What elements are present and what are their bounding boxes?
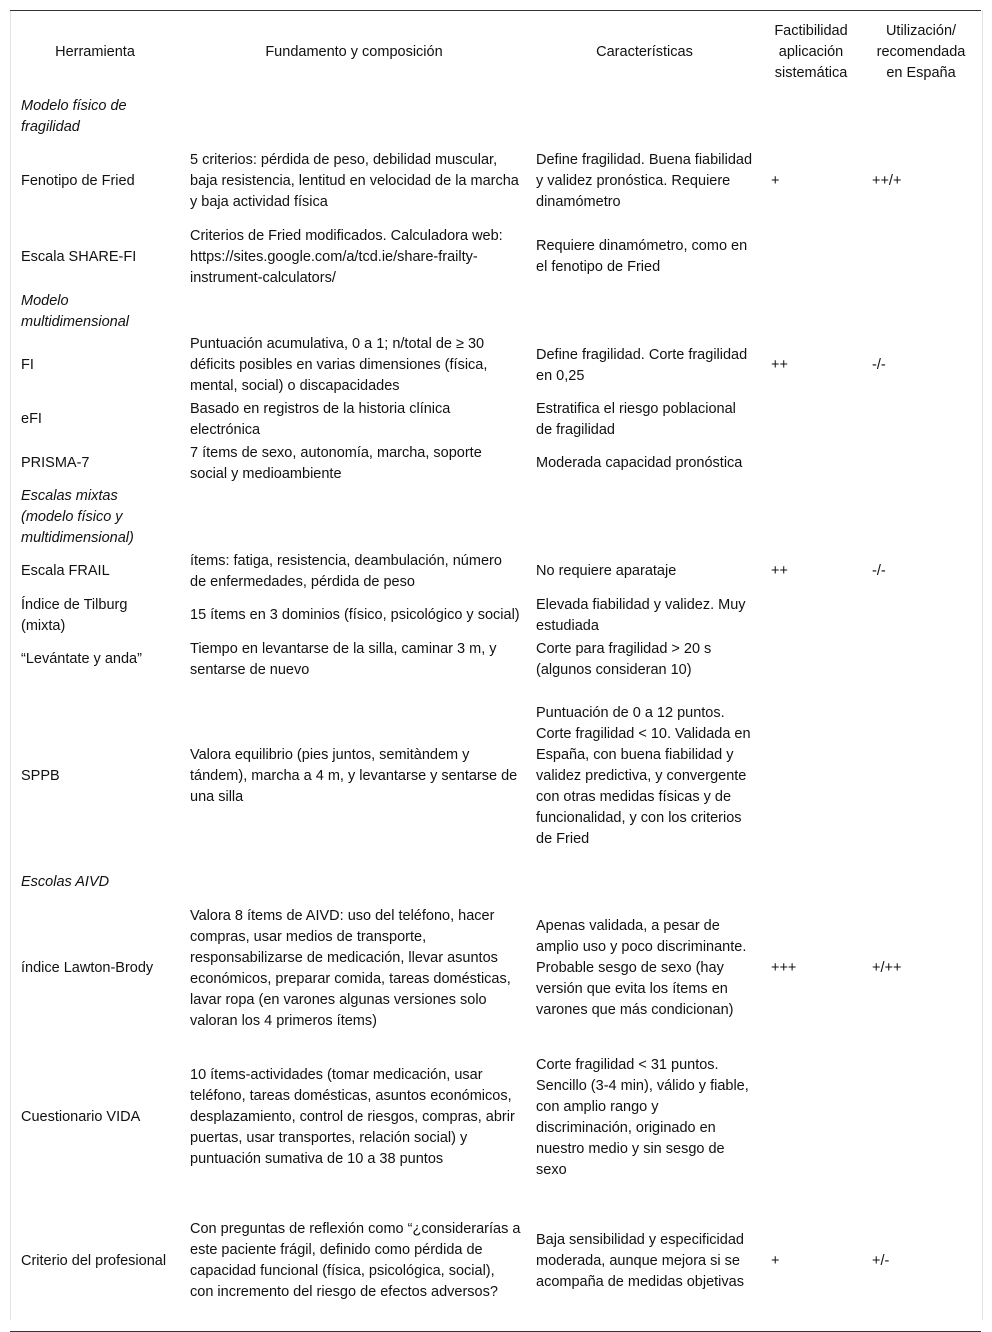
frailty-tools-table [10,10,981,1332]
cell-usage [861,638,981,682]
cell-usage [861,398,981,442]
cell-usage: ++/+ [872,173,902,189]
table-row [10,550,981,594]
cell-basis: Criterios de Fried modificados. Calculadora web: https://sites.google.com/a/tcd.ie/share-frailty-instrument-calculators/ [190,227,503,286]
cell-usage [861,225,981,290]
cell-features: Define fragilidad. Corte fragilidad en 0,25 [536,346,748,384]
cell-features: Define fragilidad. Buena fiabilidad y validez pronóstica. Requiere dinamómetro [536,152,753,210]
cell-tool: Índice de Tilburg (mixta) [21,596,128,634]
cell-tool: eFI [21,411,42,427]
section-label: Escalas mixtas (modelo físico y multidimensional) [21,488,134,546]
cell-feasibility: +++ [771,960,797,976]
header-features: Características [596,44,693,61]
cell-tool: PRISMA-7 [21,455,90,471]
cell-feasibility [761,1044,861,1192]
section-row-multidimensional [10,290,981,334]
cell-usage: +/- [872,1252,890,1269]
cell-feasibility: ++ [771,357,788,373]
section-label: Escolas AIVD [21,874,110,890]
cell-basis: 5 criterios: pérdida de peso, debilidad muscular, baja resistencia, lentitud en velocidad de la marcha y baja actividad física [190,152,519,210]
header-feasibility-line3: sistemática [774,65,848,82]
cell-tool: SPPB [21,768,60,784]
cell-feasibility [761,442,861,486]
cell-features: Moderada capacidad pronóstica [536,455,743,471]
cell-usage: -/- [872,563,886,579]
cell-feasibility [761,682,861,872]
header-usage [861,11,981,95]
table-row [10,682,981,872]
cell-usage: +/++ [872,960,902,976]
cell-basis: Basado en registros de la historia clínica electrónica [190,400,451,438]
cell-usage [861,442,981,486]
cell-tool: Criterio del profesional [21,1252,167,1269]
cell-features: Puntuación de 0 a 12 puntos. Corte fragilidad < 10. Validada en España, con buena fiabilidad y validez predictiva, y convergente con otras medidas físicas y de funcionalidad, y con los criterios de Fried [536,705,751,847]
cell-basis: Valora equilibrio (pies juntos, semitàndem y tándem), marcha a 4 m, y levantarse y sentarse de una silla [190,747,518,805]
cell-features: Corte fragilidad < 31 puntos. Sencillo (3-4 min), válido y fiable, con amplio rango y discriminación, originado en nuestro medio y sin sesgo de sexo [536,1056,749,1178]
header-feasibility-line2: aplicación [778,44,844,61]
cell-basis: Puntuación acumulativa, 0 a 1; n/total de ≥ 30 déficits posibles en varias dimensiones (física, mental, social) o discapacidades [190,336,488,394]
header-usage-line3: en España [886,65,956,82]
section-row-mixed [10,486,981,550]
section-label: Modelo físico de fragilidad [21,97,127,135]
cell-features: Apenas validada, a pesar de amplio uso y poco discriminante. Probable sesgo de sexo (hay versión que evita los ítems en varones que más condicionan) [536,918,747,1018]
table-row [10,638,981,682]
cell-basis: 10 ítems-actividades (tomar medicación, usar teléfono, tareas domésticas, asuntos económicos, desplazamiento, control de riesgos, compras, abrir puertas, usar transportes, relación social) y puntuación sumativa de 10 a 38 puntos [190,1067,515,1167]
cell-tool: índice Lawton-Brody [21,960,154,976]
cell-features: Requiere dinamómetro, como en el fenotipo de Fried [536,238,748,275]
section-row-physical [10,95,981,139]
cell-tool: Escala FRAIL [21,563,110,579]
header-usage-line2: recomendada [876,44,966,61]
cell-feasibility [761,225,861,290]
cell-features: Estratifica el riesgo poblacional de fragilidad [536,400,736,438]
cell-usage [861,1044,981,1192]
header-basis: Fundamento y composición [265,44,443,61]
cell-feasibility: ++ [771,563,788,579]
cell-basis: 7 ítems de sexo, autonomía, marcha, soporte social y medioambiente [190,444,482,482]
table-row [10,1044,981,1192]
table-row [10,398,981,442]
cell-basis: Con preguntas de reflexión como “¿considerarías a este paciente frágil, definido como pérdida de capacidad funcional (física, psicológica, social), con incremento del riesgo de efectos adversos? [190,1221,521,1301]
cell-basis: Tiempo en levantarse de la silla, caminar 3 m, y sentarse de nuevo [190,640,497,678]
cell-feasibility [761,398,861,442]
cell-features: Elevada fiabilidad y validez. Muy estudiada [536,596,746,634]
table-row [10,894,981,1044]
cell-features: Corte para fragilidad > 20 s (algunos consideran 10) [536,640,712,678]
header-tool: Herramienta [55,44,135,61]
cell-usage: -/- [872,357,886,373]
cell-feasibility: + [771,1252,780,1269]
cell-tool: Cuestionario VIDA [21,1109,141,1125]
section-label: Modelo multidimensional [21,292,129,330]
header-feasibility [761,11,861,95]
cell-feasibility: + [771,173,780,189]
cell-tool: Escala SHARE-FI [21,248,137,265]
cell-usage [861,594,981,638]
cell-usage [861,682,981,872]
cell-basis: Valora 8 ítems de AIVD: uso del teléfono, hacer compras, usar medios de transporte, responsabilizarse de medicación, llevar asuntos económicos, preparar comida, tareas domésticas, lavar ropa (en varones algunas versiones solo valoran los 4 primeros ítems) [190,907,511,1029]
section-row-aivd [10,872,981,894]
table-row [10,442,981,486]
header-feasibility-line1: Factibilidad [774,23,848,40]
table-row [10,1192,981,1332]
cell-basis: ítems: fatiga, resistencia, deambulación, número de enfermedades, pérdida de peso [190,552,502,590]
table-row [10,334,981,398]
cell-features: No requiere aparataje [536,563,677,579]
header-usage-line1: Utilización/ [885,23,957,40]
table-row [10,139,981,225]
cell-tool: Fenotipo de Fried [21,173,135,189]
cell-feasibility [761,638,861,682]
cell-tool: “Levántate y anda” [21,651,142,667]
table-row [10,594,981,638]
cell-tool: FI [21,357,34,373]
cell-feasibility [761,594,861,638]
table-row [10,225,981,290]
cell-basis: 15 ítems en 3 dominios (físico, psicológico y social) [190,607,520,623]
header-row [10,11,981,95]
cell-features: Baja sensibilidad y especificidad moderada, aunque mejora si se acompaña de medidas objetivas [536,1231,744,1290]
